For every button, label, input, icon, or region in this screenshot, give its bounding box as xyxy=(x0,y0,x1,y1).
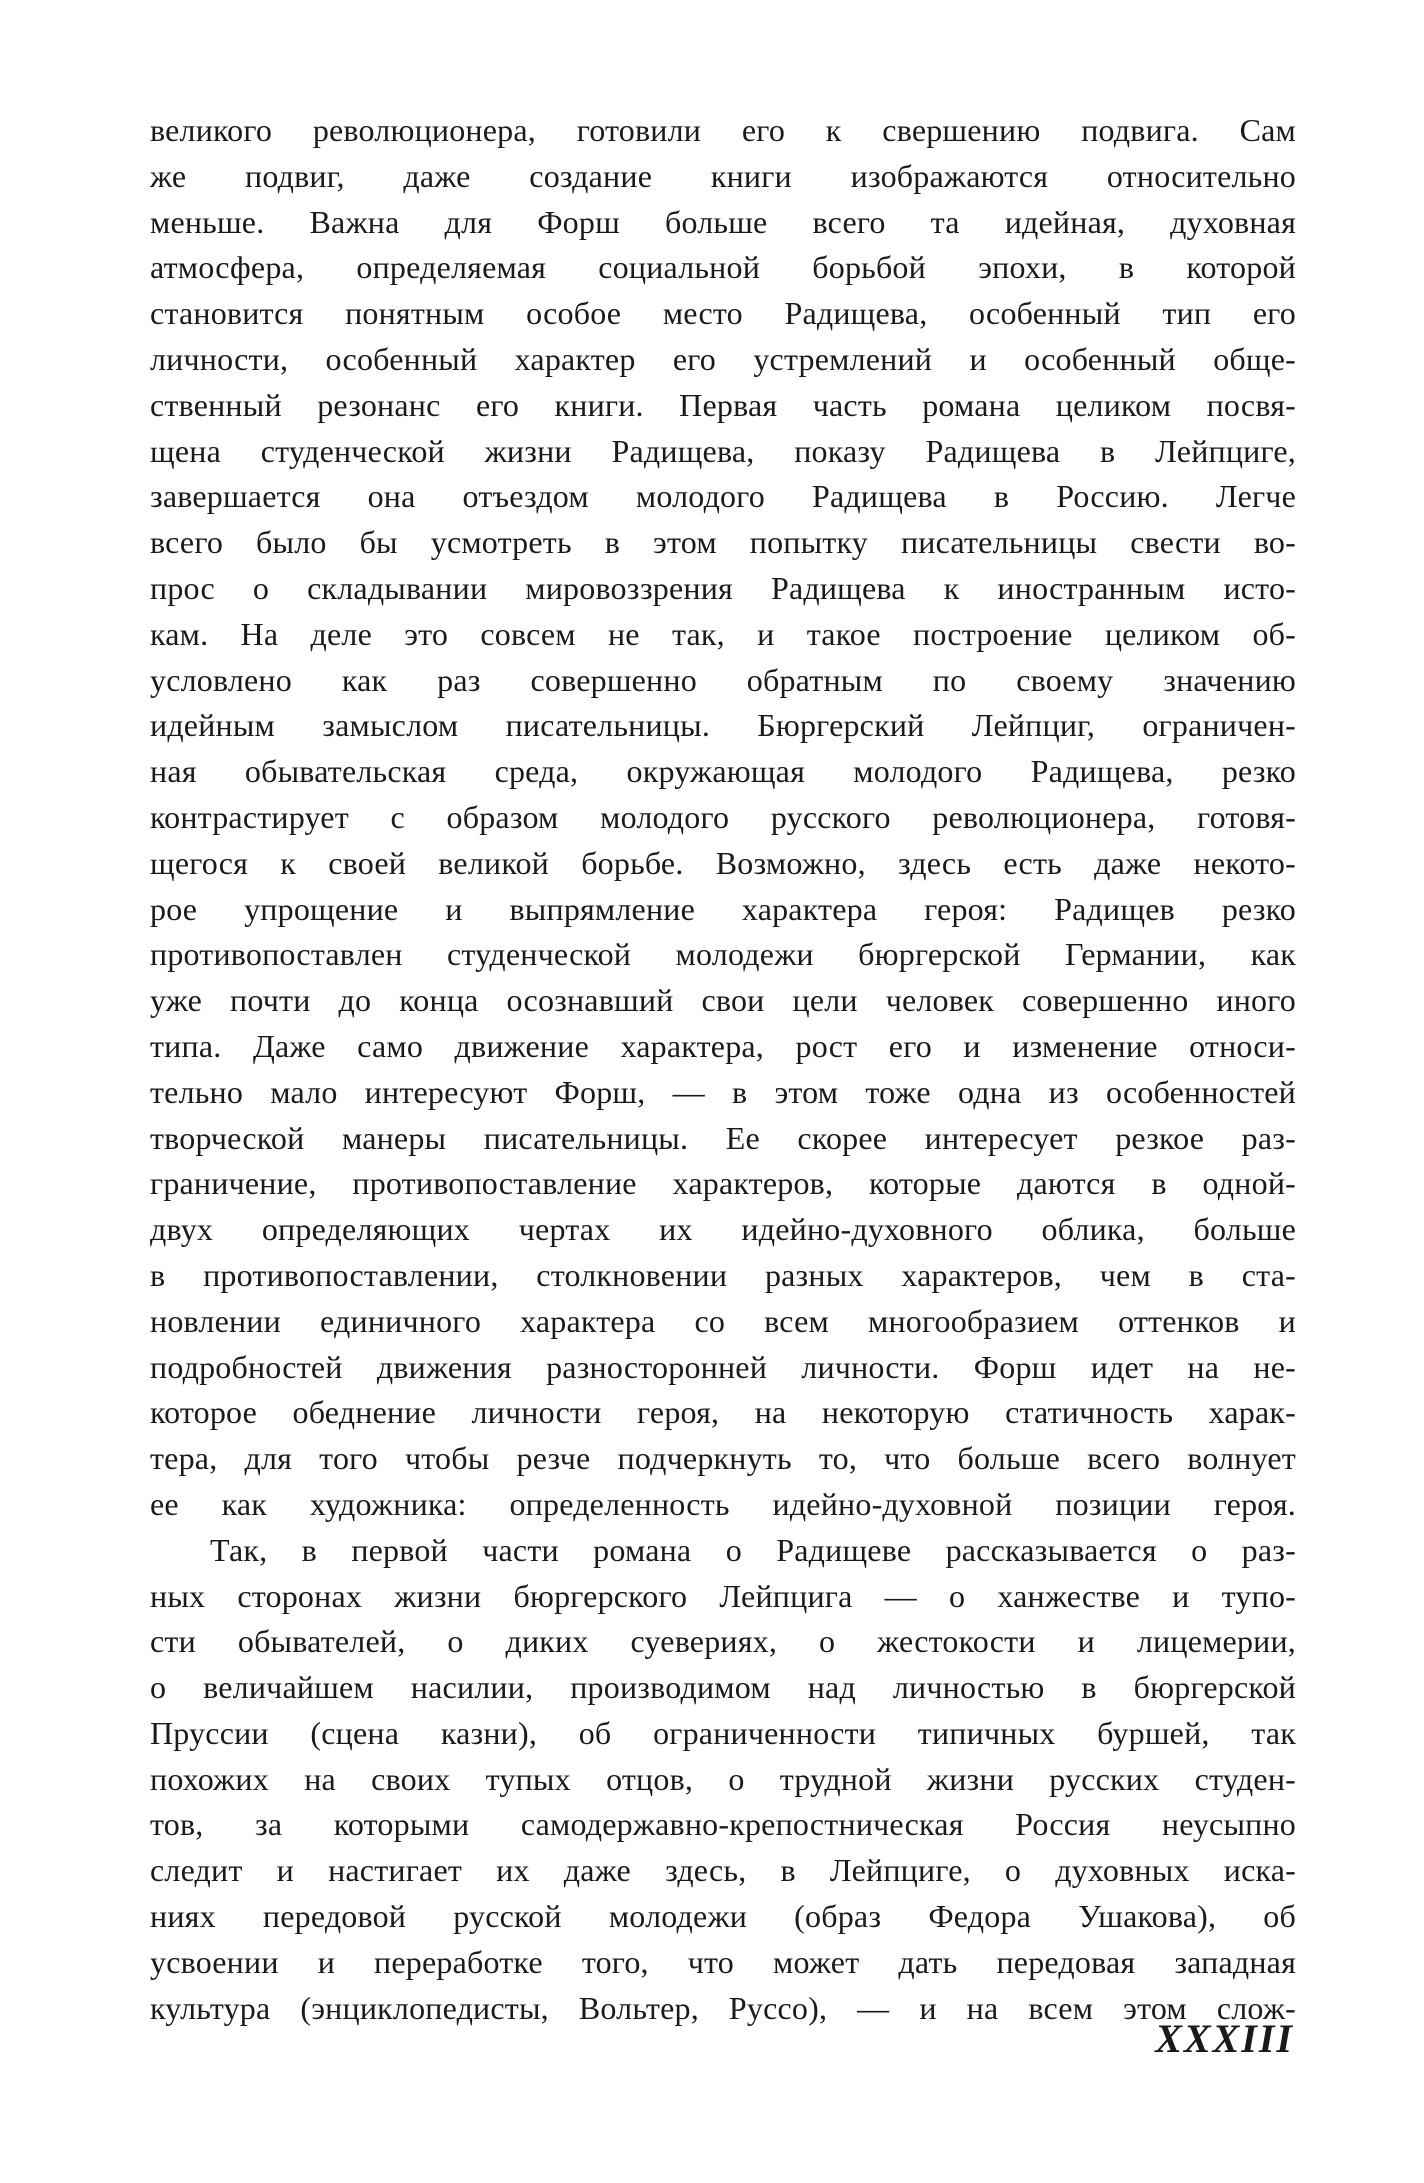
text-line: подробностей движения разносторонней личности. Форш идет на не- xyxy=(150,1348,1296,1385)
text-line: щена студенческой жизни Радищева, показу Радищева в Лейпциге, xyxy=(150,432,1296,469)
text-line: граничение, противопоставление характеров, которые даются в одной- xyxy=(150,1165,1296,1202)
text-line: тельно мало интересуют Форш, — в этом тоже одна из особенностей xyxy=(150,1073,1296,1110)
text-line: похожих на своих тупых отцов, о трудной жизни русских студен- xyxy=(150,1760,1296,1797)
text-line: типа. Даже само движение характера, рост его и изменение относи- xyxy=(150,1027,1296,1064)
text-line: которое обеднение личности героя, на некоторую статичность харак- xyxy=(150,1394,1296,1431)
text-line: контрастирует с образом молодого русского революционера, готовя- xyxy=(150,798,1296,835)
text-line: следит и настигает их даже здесь, в Лейпциге, о духовных иска- xyxy=(150,1852,1296,1889)
text-line: противопоставлен студенческой молодежи бюргерской Германии, как xyxy=(150,936,1296,973)
paragraph-2 xyxy=(150,1528,1296,2032)
text-line: ниях передовой русской молодежи (образ Федора Ушакова), об xyxy=(150,1898,1296,1935)
text-line: всего было бы усмотреть в этом попытку писательницы свести во- xyxy=(150,524,1296,561)
text-line: усвоении и переработке того, что может дать передовая западная xyxy=(150,1943,1296,1980)
text-line: кам. На деле это совсем не так, и такое построение целиком об- xyxy=(150,615,1296,652)
text-line: тера, для того чтобы резче подчеркнуть то, что больше всего волнует xyxy=(150,1440,1296,1477)
text-line: творческой манеры писательницы. Ее скорее интересует резкое раз- xyxy=(150,1119,1296,1156)
text-line: атмосфера, определяемая социальной борьбой эпохи, в которой xyxy=(150,249,1296,286)
text-line: же подвиг, даже создание книги изображаются относительно xyxy=(150,157,1296,194)
text-line: ных сторонах жизни бюргерского Лейпцига — о ханжестве и тупо- xyxy=(150,1577,1296,1614)
text-line: ее как художника: определенность идейно-духовной позиции героя. xyxy=(150,1485,1296,1522)
text-line: идейным замыслом писательницы. Бюргерский Лейпциг, ограничен- xyxy=(150,707,1296,744)
text-line: великого революционера, готовили его к свершению подвига. Сам xyxy=(150,112,1296,148)
text-line: рое упрощение и выпрямление характера героя: Радищев резко xyxy=(150,890,1296,927)
paragraph-1 xyxy=(150,108,1296,1528)
text-line: тов, за которыми самодержавно-крепостническая Россия неусыпно xyxy=(150,1806,1296,1843)
text-line: условлено как раз совершенно обратным по своему значению xyxy=(150,661,1296,698)
page-number: XXXIII xyxy=(1155,2016,1294,2061)
text-line: прос о складывании мировоззрения Радищева к иностранным исто- xyxy=(150,569,1296,606)
text-line: в противопоставлении, столкновении разных характеров, чем в ста- xyxy=(150,1256,1296,1293)
text-line: Так, в первой части романа о Радищеве рассказывается о раз- xyxy=(210,1531,1296,1568)
text-line: ная обывательская среда, окружающая молодого Радищева, резко xyxy=(150,753,1296,790)
text-line: ственный резонанс его книги. Первая часть романа целиком посвя- xyxy=(150,386,1296,423)
text-line: о величайшем насилии, производимом над личностью в бюргерской xyxy=(150,1669,1296,1706)
text-line: Пруссии (сцена казни), об ограниченности типичных буршей, так xyxy=(150,1714,1296,1751)
text-line: завершается она отъездом молодого Радищева в Россию. Легче xyxy=(150,478,1296,515)
text-line: щегося к своей великой борьбе. Возможно, здесь есть даже некото- xyxy=(150,844,1296,881)
text-line: культура (энциклопедисты, Вольтер, Руссо), — и на всем этом слож- xyxy=(150,1989,1296,2026)
text-line: двух определяющих чертах их идейно-духовного облика, больше xyxy=(150,1211,1296,1248)
text-line: личности, особенный характер его устремлений и особенный обще- xyxy=(150,340,1296,377)
text-line: меньше. Важна для Форш больше всего та идейная, духовная xyxy=(150,203,1296,240)
text-line: уже почти до конца осознавший свои цели человек совершенно иного xyxy=(150,982,1296,1019)
text-line: новлении единичного характера со всем многообразием оттенков и xyxy=(150,1302,1296,1339)
text-line: становится понятным особое место Радищева, особенный тип его xyxy=(150,295,1296,332)
text-line: сти обывателей, о диких суевериях, о жестокости и лицемерии, xyxy=(150,1623,1296,1660)
page-text xyxy=(150,108,1296,2031)
